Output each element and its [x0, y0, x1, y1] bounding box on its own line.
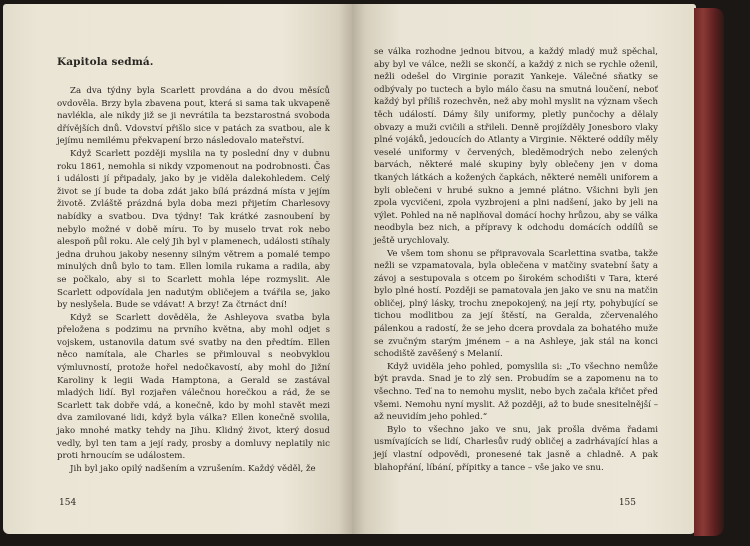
paragraph: Jih byl jako opilý nadšením a vzrušením. Každý věděl, že — [70, 463, 316, 474]
chapter-heading: Kapitola sedmá. — [57, 56, 154, 68]
paragraph: Ve všem tom shonu se připravovala Scarlettina svatba, takže nežli se vzpamatovala, byla oblečena v matčiny svatební šaty a závoj a sestupovala s otcem po širokém schodišti v Tara, které bylo plné hostí. Později se pamatovala jen jako ve snu na matčin obličej, plný lásky, trochu znepokojený, na její rty, pohybující se tichou modlitbou za její štěstí, na Geralda, zčervenalého pálenkou a radostí, že se jeho dcera provdala za bohatého muže se zvučným starým jménem – a na Ashleye, jak stál na konci schodiště zavěšený s Melanií. — [374, 248, 658, 360]
paragraph: Když Scarlett později myslila na ty poslední dny v dubnu roku 1861, nemohla si nikdy vzpomenout na podrobnosti. Čas i události jí připadaly, jako by je viděla dalekohledem. Celý život se jí bude ta doba zdát jako bílá prázdná místa v jejím životě. Zvláště prázdná byla doba mezi přijetím Charlesovy nabídky a svatbou. Dva týdny! Tak krátké zasnoubení by nebylo možné v době míru. To by muselo trvat rok nebo alespoň půl roku. Ale celý Jih byl v plamenech, události stíhaly jedna druhou jakoby nesenny silným větrem a pomalé tempo minulých dnů bylo to tam. Ellen lomila rukama a radila, aby se počkalo, aby si to Scarlett mohla lépe rozmyslit. Ale Scarlett odpovídala jen nadutým obličejem a tvářila se, jako by neslyšela. Bude se vdávat! A brzy! Za čtrnáct dní! — [57, 148, 330, 311]
paragraph: Za dva týdny byla Scarlett provdána a do dvou měsíců ovdověla. Brzy byla zbavena pout, která si sama tak ukvapeně navlékla, ale nikdy již se ji nevrátila ta bezstarostná svoboda dřívějších dnů. Vdovství přišlo sice v patách za svatbou, ale k jejímu nemilému překvapení brzo následovalo mateřství. — [57, 86, 330, 147]
paragraph: Když se Scarlett dověděla, že Ashleyova svatba byla přeložena s podzimu na prvního května, aby mohl odjet s vojskem, ustanovila datum své svatby na den předtím. Ellen něco namítala, ale Charles se přimlouval s neobvyklou výmluvností, protože hořel nedočkavostí, aby mohl do Jižní Karoliny k legii Wada Hamptona, a Gerald se zastával mladých lidí. Byl rozjařen válečnou horečkou a rád, že se Scarlett tak dobře vdá, a konečně, kdo by mohl stavět mezi dva zamilované lidi, když byla válka? Ellen konečně svolila, jako mnohé matky tehdy na Jihu. Klidný život, který dosud vedly, byl ten tam a její rady, prosby a domluvy neplatily nic proti hrnoucím se událostem. — [57, 312, 330, 462]
right-page-text — [374, 46, 658, 474]
book-cover-edge — [694, 8, 724, 536]
page-number-left: 154 — [59, 498, 77, 508]
paragraph: se válka rozhodne jednou bitvou, a každý mladý muž spěchal, aby byl ve válce, nežli se skončí, a každý z nich se rychle oženil, nežli odešel do Virginie porazit Yankeje. Válečné sňatky se odbývaly po tuctech a bylo málo času na smutná loučení, neboť každý byl příliš rozechvěn, než aby mohl myslit na význam všech těch událostí. Dámy šily uniformy, pletly punčochy a dělaly obvazy a muži cvičili a střileli. Denně projížděly Jonesboro vlaky plné vojáků, jedoucích do Atlanty a Virginie. Některé oddíly měly veselé uniformy v červených, bleděmodrých nebo zelených barvách, některé malé skupiny byly oblečeny jen v doma tkaných látkách a kožených čapkách, některé neměli uniforem a byli oblečeni v hrubé sukno a jemné plátno. Všichni byli jen zpola vycvičeni, zpola vyzbrojeni a plni nadšení, jako by jeli na výlet. Pohled na ně naplňoval domácí hochy hrůzou, aby se válka neodbyla bez nich, a přípravy k odchodu domácích oddílů se ještě urychlovaly. — [374, 47, 658, 246]
left-page — [3, 4, 352, 534]
right-page — [352, 4, 696, 534]
page-number-right: 155 — [618, 498, 636, 508]
paragraph: Bylo to všechno jako ve snu, jak prošla dvěma řadami usmívajících se lidí, Charlesův rudý obličej a zadrhávající hlas a její vlastní odpovědi, pronesené tak jasně a chladně. A pak blahopřání, líbání, přípitky a tance – vše jako ve snu. — [374, 424, 658, 473]
paragraph: Když uviděla jeho pohled, pomyslila si: „To všechno nemůže být pravda. Snad je to zlý sen. Probudím se a zapomenu na to všechno. Teď na to nemohu myslit, nebo bych začala křičet před všemi. Nemohu nyní myslit. Až později, až to bude snesitelnější – až neuvidím jeho pohled.“ — [374, 361, 658, 423]
left-page-text — [57, 85, 330, 475]
